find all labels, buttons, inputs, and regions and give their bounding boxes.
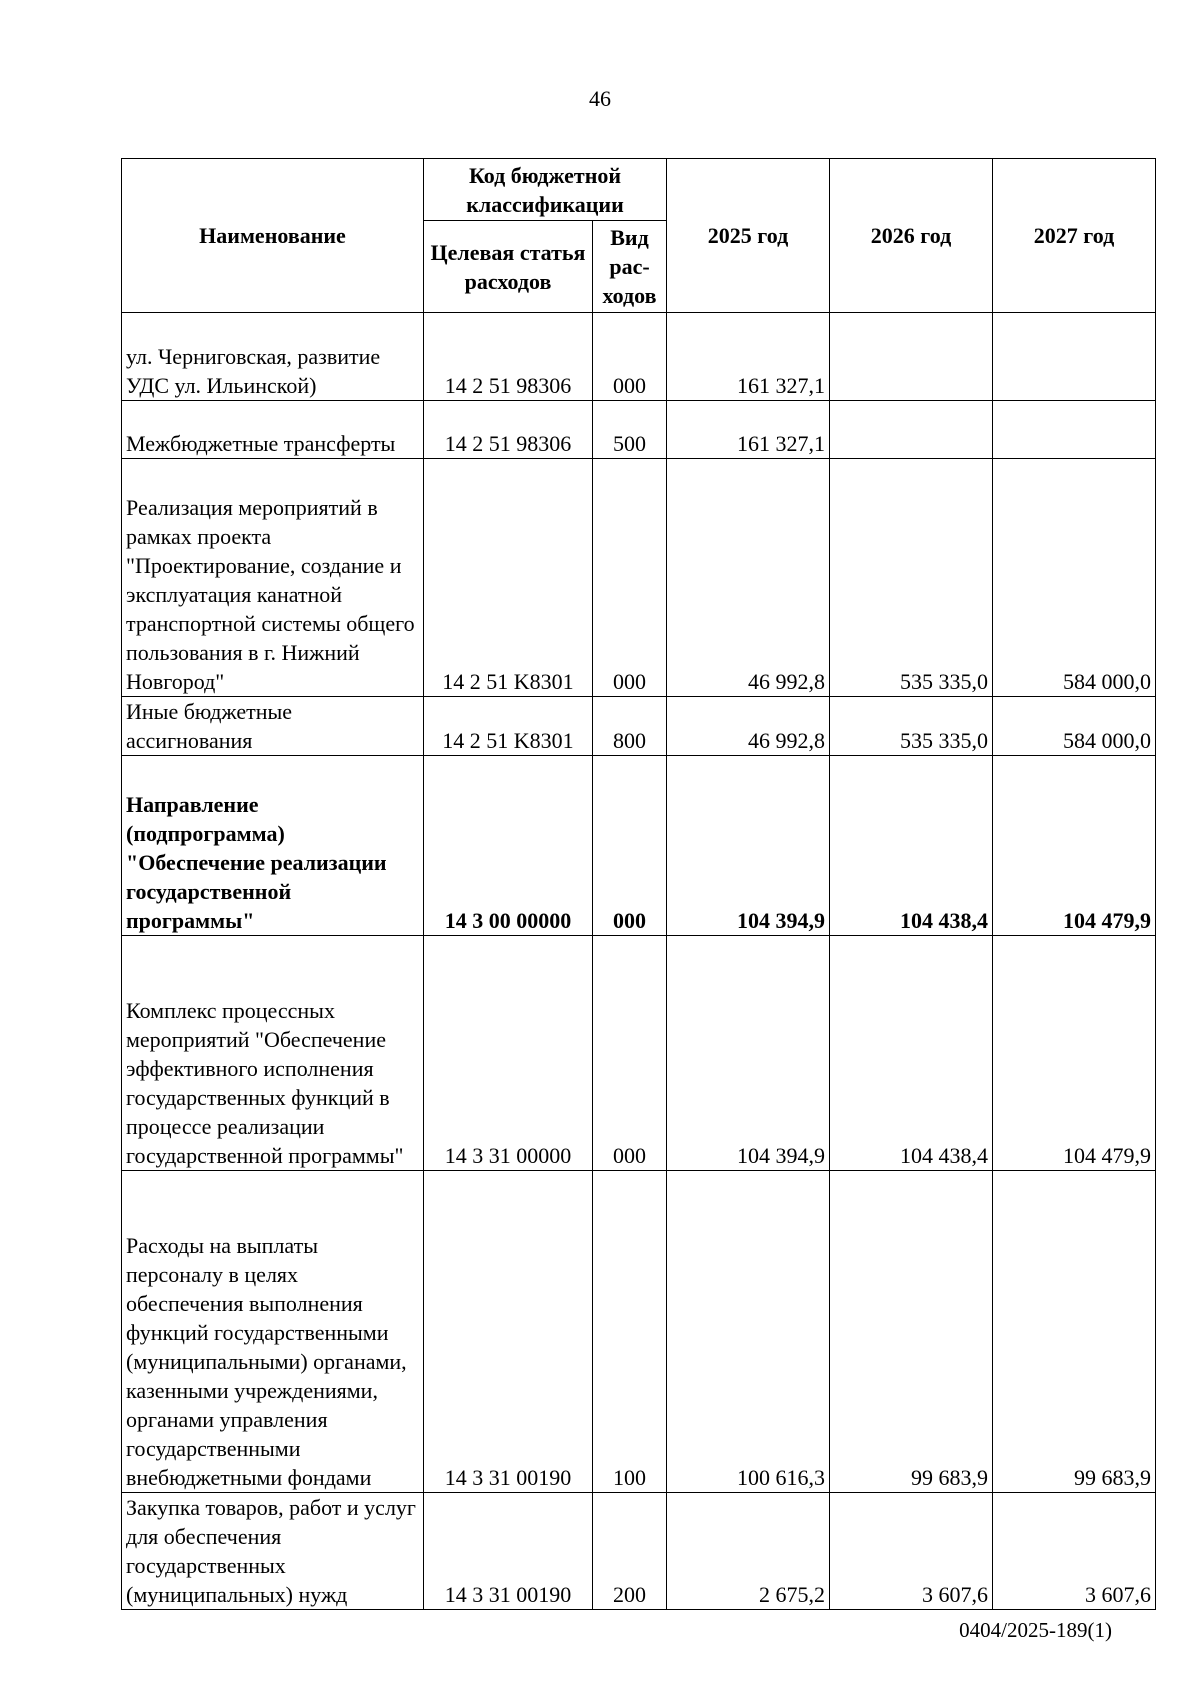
table-row [122,1171,1156,1493]
row-target-code: 14 3 31 00190 [424,1493,593,1610]
row-target-code: 14 3 31 00190 [424,1171,593,1493]
row-expense-type: 100 [593,1171,667,1493]
row-value-2026: 3 607,6 [830,1493,993,1610]
table-row [122,1493,1156,1610]
row-value-2027 [993,401,1156,459]
row-value-2026 [830,313,993,401]
row-value-2026: 535 335,0 [830,459,993,697]
row-value-2025: 46 992,8 [667,459,830,697]
row-name: Межбюджетные трансферты [122,401,424,459]
row-value-2026: 104 438,4 [830,936,993,1171]
row-value-2025: 104 394,9 [667,936,830,1171]
row-target-code: 14 3 00 00000 [424,756,593,936]
row-value-2026: 99 683,9 [830,1171,993,1493]
row-value-2025: 161 327,1 [667,313,830,401]
table-row [122,459,1156,697]
page-number: 46 [589,86,611,111]
row-name: Реализация мероприятий в рамках проекта "Проектирование, создание и эксплуатация канатной транспортной системы общего пользования в г. Нижний Новгород" [122,459,424,697]
document-code: 0404/2025-189(1) [959,1618,1112,1642]
row-value-2027: 3 607,6 [993,1493,1156,1610]
row-expense-type: 500 [593,401,667,459]
row-expense-type: 000 [593,756,667,936]
row-target-code: 14 2 51 K8301 [424,697,593,756]
row-name: Закупка товаров, работ и услуг для обеспечения государственных (муниципальных) нужд [122,1493,424,1610]
row-value-2027: 584 000,0 [993,459,1156,697]
table-row [122,313,1156,401]
row-value-2027: 99 683,9 [993,1171,1156,1493]
row-expense-type: 000 [593,459,667,697]
header-type: Вид рас-ходов [593,221,667,313]
row-target-code: 14 2 51 98306 [424,401,593,459]
row-value-2027: 104 479,9 [993,756,1156,936]
header-2025: 2025 год [667,159,830,313]
row-name: Иные бюджетные ассигнования [122,697,424,756]
row-value-2027 [993,313,1156,401]
budget-table [121,158,1156,1610]
table-body [122,313,1156,1610]
header-target: Целевая статья расходов [424,221,593,313]
row-name: Направление (подпрограмма) "Обеспечение реализации государственной программы" [122,756,424,936]
header-kbk: Код бюджетной классификации [424,159,667,221]
row-expense-type: 000 [593,936,667,1171]
row-value-2025: 161 327,1 [667,401,830,459]
row-target-code: 14 2 51 98306 [424,313,593,401]
row-value-2027: 104 479,9 [993,936,1156,1171]
row-value-2026: 535 335,0 [830,697,993,756]
table-row [122,936,1156,1171]
row-value-2025: 104 394,9 [667,756,830,936]
header-name: Наименование [122,159,424,313]
row-value-2026 [830,401,993,459]
row-expense-type: 000 [593,313,667,401]
row-value-2025: 100 616,3 [667,1171,830,1493]
row-value-2025: 2 675,2 [667,1493,830,1610]
row-name: Расходы на выплаты персоналу в целях обеспечения выполнения функций государственными (муниципальными) органами, казенными учреждениями, органами управления государственными внебюджетными фондами [122,1171,424,1493]
row-target-code: 14 3 31 00000 [424,936,593,1171]
table-row [122,401,1156,459]
row-value-2026: 104 438,4 [830,756,993,936]
row-expense-type: 200 [593,1493,667,1610]
row-name: ул. Черниговская, развитие УДС ул. Ильинской) [122,313,424,401]
row-value-2025: 46 992,8 [667,697,830,756]
table-row [122,697,1156,756]
row-target-code: 14 2 51 K8301 [424,459,593,697]
header-2027: 2027 год [993,159,1156,313]
row-name: Комплекс процессных мероприятий "Обеспечение эффективного исполнения государственных функций в процессе реализации государственной программы" [122,936,424,1171]
header-2026: 2026 год [830,159,993,313]
row-value-2027: 584 000,0 [993,697,1156,756]
table-row [122,756,1156,936]
row-expense-type: 800 [593,697,667,756]
